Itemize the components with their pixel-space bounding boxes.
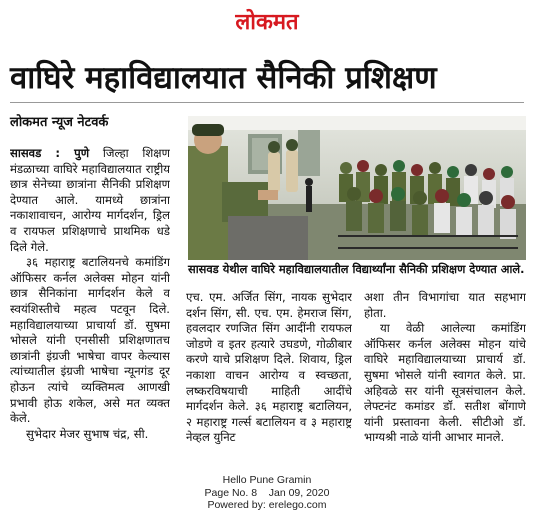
- article-headline: वाघिरे महाविद्यालयात सैनिकी प्रशिक्षण: [10, 60, 437, 96]
- paragraph: [10, 146, 170, 255]
- lokmat-logo: लोकमत: [235, 9, 299, 35]
- dateline: सासवड : पुणे: [10, 146, 90, 160]
- masthead: [0, 6, 534, 36]
- article-byline: लोकमत न्यूज नेटवर्क: [10, 115, 109, 130]
- paragraph: ३६ महाराष्ट्र बटालियनचे कमांडिंग ऑफिसर कर्नल अलेक्स मोहन यांनी छात्र सैनिकांना मार्गदर्शन केले व स्वयंशिस्तीचे महत्व पटवून दिले. महाविद्यालयाच्या प्राचार्या डॉ. सुषमा भोसले यांनी एनसीसी प्रशिक्षणातच छात्रांनी इंग्रजी भाषेचा वापर केल्यास त्यांच्यातील इंग्रजी भाषेचा न्यूनगंड दूर होऊन त्यांचे व्यक्तिमत्व आणखी प्रभावी होऊ शकेल, असे मत व्यक्त केले.: [10, 255, 170, 426]
- article-column-2: [186, 290, 352, 470]
- paragraph: एच. एम. अर्जित सिंग, नायक सुभेदार दर्शन सिंग, सी. एच. एम. हेमराज सिंग, हवलदार रणजित सिंग आदींनी रायफल जोडणे व इतर हत्यारे उघडणे, गोळीबार करणे याचे प्रशिक्षण दिले. शिवाय, ड्रिल नकाशा वाचन आरोग्य व स्वच्छता, लष्करविषयाची माहिती आदींचे मार्गदर्शन केले. ३६ महाराष्ट्र बटालियन, २ महाराष्ट्र गर्ल्स बटालियन व ३ महाराष्ट्र नेव्हल युनिट: [186, 290, 352, 445]
- article-column-1: [10, 146, 170, 470]
- powered-by: Powered by: erelego.com: [207, 499, 327, 511]
- article-photo: [188, 116, 526, 260]
- paragraph-text: जिल्हा शिक्षण मंडळाच्या वाघिरे महाविद्यालयात राष्ट्रीय छात्र सेनेच्या छात्रांना सैनिकी प्रशिक्षण देण्यात आले. यामध्ये छात्रांना नकाशावाचन, आरोग्य मार्गदर्शन, ड्रिल व रायफल प्रशिक्षणाचे प्राथमिक धडे दिले गेले.: [10, 146, 170, 254]
- paragraph: सुभेदार मेजर सुभाष चंद्र, सी.: [26, 426, 149, 441]
- edition-name: Hello Pune Gramin: [222, 474, 312, 486]
- paragraph: अशा तीन विभागांचा यात सहभाग होता.: [364, 290, 526, 320]
- photo-caption: सासवड येथील वाघिरे महाविद्यालयातील विद्यार्थ्यांना सैनिकी प्रशिक्षण देण्यात आले.: [188, 262, 525, 276]
- paragraph: या वेळी आलेल्या कमांडिंग ऑफिसर कर्नल अलेक्स मोहन यांचे वाघिरे महाविद्यालयाच्या प्राचार्य डॉ. सुषमा भोसले यांनी स्वागत केले. प्रा. अहिवळे सर यांनी सूत्रसंचालन केले. लेफ्टनंट कमांडर डॉ. सतीश बोंगाणे यांनी प्रस्तावना केली. सीटीओ डॉ. भाग्यश्री नाळे यांनी आभार मानले.: [364, 321, 526, 445]
- page-date: Page No. 8 Jan 09, 2020: [204, 486, 330, 499]
- headline-divider: [10, 102, 524, 103]
- page-footer: [0, 474, 534, 512]
- article-column-3: [364, 290, 526, 470]
